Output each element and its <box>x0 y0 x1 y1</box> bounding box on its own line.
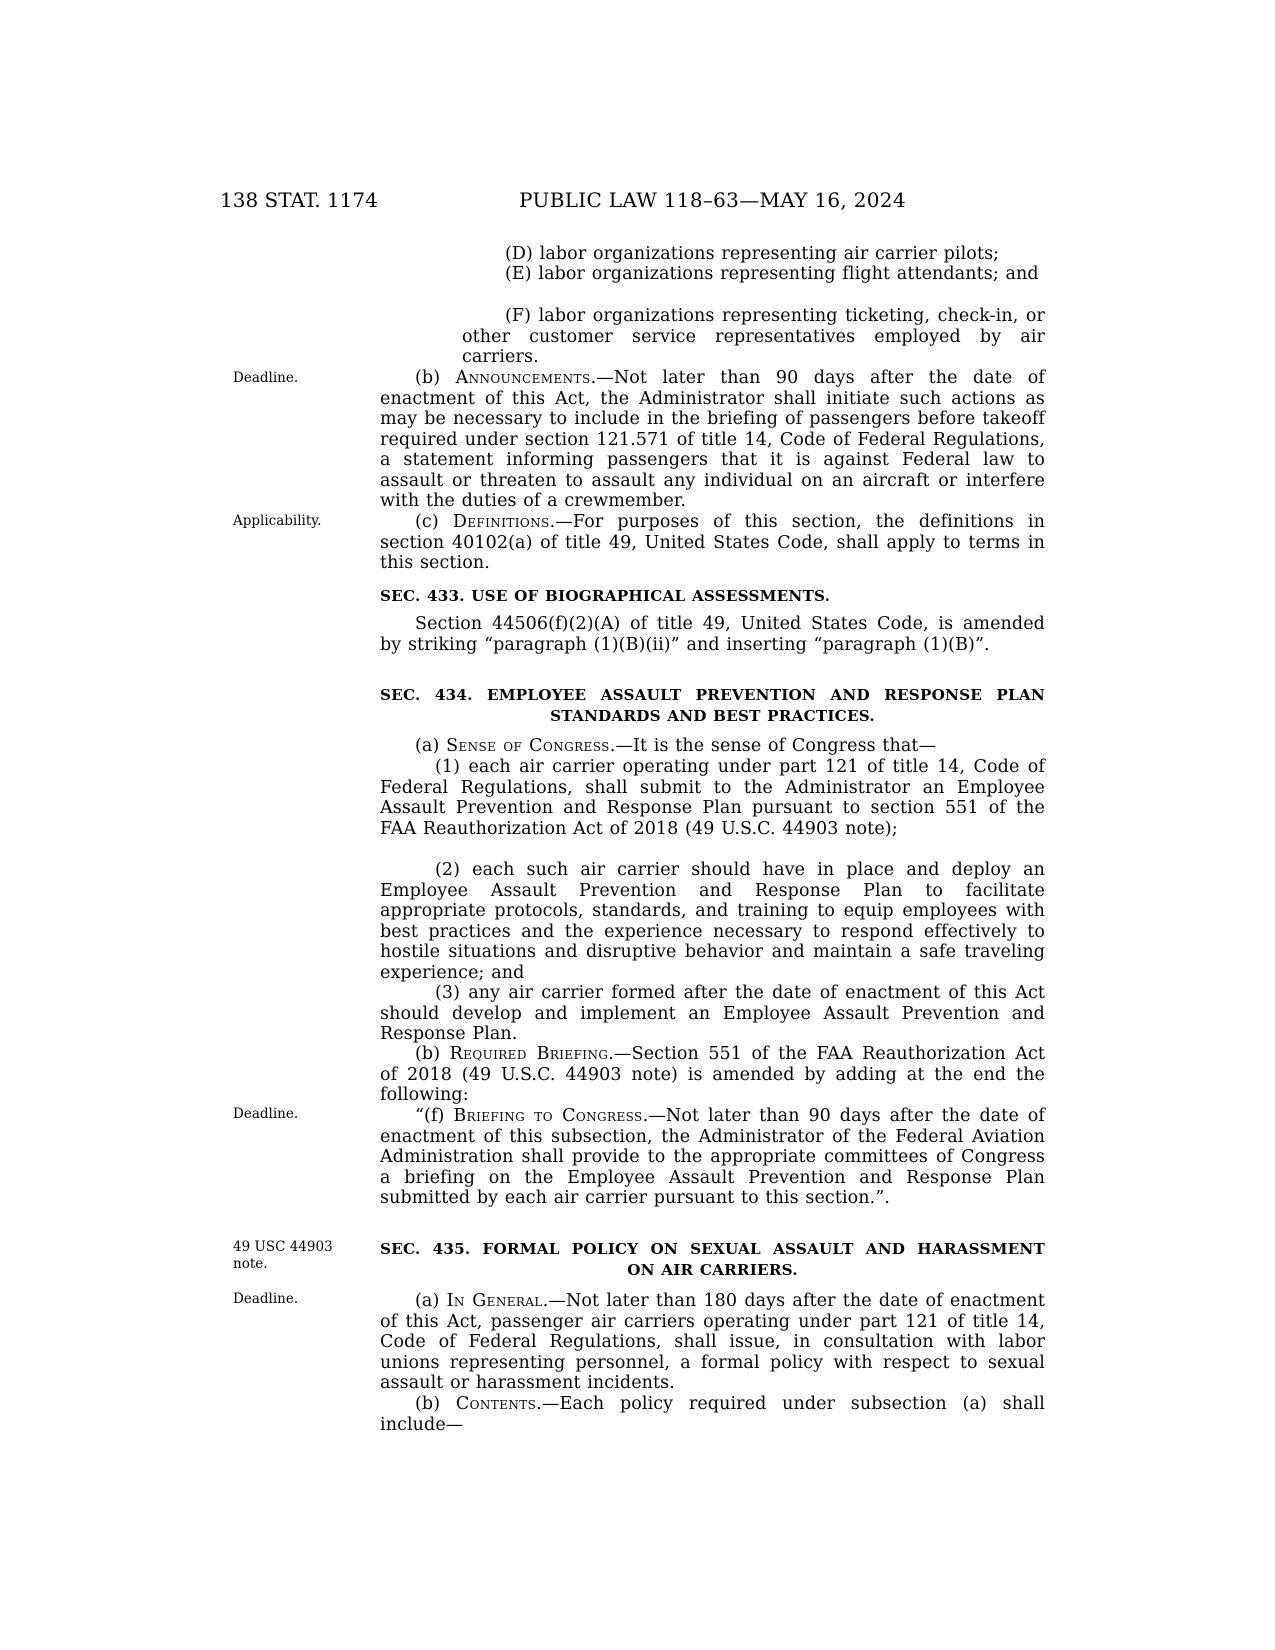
margin-note-deadline-2: Deadline. <box>233 1106 299 1122</box>
sec-434-b-text: .—Section 551 of the FAA Reauthorization Act of 2018 (49 U.S.C. 44903 note) is amended by adding at the end the following: <box>380 1044 1045 1105</box>
margin-note-usc-citation <box>233 1239 365 1273</box>
sec-434-heading-line2: STANDARDS AND BEST PRACTICES. <box>550 707 875 725</box>
sec-435-b-text: .—Each policy required under subsection (a) shall include— <box>380 1394 1045 1435</box>
law-header: PUBLIC LAW 118–63—MAY 16, 2024 <box>519 188 906 212</box>
clause-e-text: (E) labor organizations representing flight attendants; and <box>505 264 1039 284</box>
sec-433-heading: SEC. 433. USE OF BIOGRAPHICAL ASSESSMENTS. <box>380 587 831 605</box>
stat-page-number: 138 STAT. 1174 <box>220 188 378 212</box>
subsection-b-label: Announcements <box>455 368 591 388</box>
subsection-c-number: (c) <box>415 512 453 532</box>
sec-434-a-number: (a) <box>415 736 447 756</box>
sec-434-paragraph-3: (3) any air carrier formed after the date of enactment of this Act should develop and implement an Employee Assault Prevention and Response Plan. <box>380 983 1045 1044</box>
subsection-c-definitions <box>380 512 1045 574</box>
sec-434-f-number: “(f) <box>415 1106 454 1126</box>
sec-434-subsection-a <box>380 736 1045 757</box>
subsection-c-text: .—For purposes of this section, the definitions in section 40102(a) of title 49, United States Code, shall apply to terms in this section. <box>380 512 1045 573</box>
clause-d-text: (D) labor organizations representing air carrier pilots; <box>505 244 1000 264</box>
subsection-b-text: .—Not later than 90 days after the date of enactment of this Act, the Administrator shall initiate such actions as may be necessary to include in the briefing of passengers before takeoff required under section 121.571 of title 14, Code of Federal Regulations, a statement informing passengers that it is against Federal law to assault or threaten to assault any individual on an aircraft or interfere with the duties of a crewmember. <box>380 368 1045 511</box>
sec-434-f-text: .—Not later than 90 days after the date of enactment of this subsection, the Administrator of the Federal Aviation Administration shall provide to the appropriate committees of Congress a briefing on the Employee Assault Prevention and Response Plan submitted by each air carrier pursuant to this section.”. <box>380 1106 1045 1208</box>
sec-435-b-label: Contents <box>455 1394 537 1414</box>
sec-434-f-label: Briefing to Congress <box>453 1106 643 1126</box>
sec-434-a-label: Sense of Congress <box>446 736 610 756</box>
clause-f-text: (F) labor organizations representing ticketing, check-in, or other customer service representatives employed by air carriers. <box>462 306 1045 367</box>
margin-note-usc-line2: note. <box>233 1256 268 1272</box>
sec-434-paragraph-1: (1) each air carrier operating under part 121 of title 14, Code of Federal Regulations, shall submit to the Administrator an Employee Assault Prevention and Response Plan pursuant to section 551 of the FAA Reauthorization Act of 2018 (49 U.S.C. 44903 note); <box>380 757 1045 839</box>
sec-435-a-text: .—Not later than 180 days after the date of enactment of this Act, passenger air carriers operating under part 121 of title 14, Code of Federal Regulations, shall issue, in consultation with labor unions representing personnel, a formal policy with respect to sexual assault or harassment incidents. <box>380 1291 1045 1393</box>
sec-435-subsection-b <box>380 1394 1045 1435</box>
margin-note-deadline-1: Deadline. <box>233 370 299 386</box>
sec-435-a-number: (a) <box>415 1291 447 1311</box>
sec-435-heading <box>380 1239 1045 1281</box>
sec-435-a-label: In General <box>446 1291 543 1311</box>
sec-434-heading <box>380 685 1045 727</box>
subsection-b-announcements <box>380 368 1045 512</box>
sec-435-b-number: (b) <box>415 1394 456 1414</box>
sec-433-body: Section 44506(f)(2)(A) of title 49, United States Code, is amended by striking “paragraph (1)(B)(ii)” and inserting “paragraph (1)(B)”. <box>380 614 1045 655</box>
sec-434-subsection-b <box>380 1044 1045 1106</box>
sec-434-a-text: .—It is the sense of Congress that— <box>609 736 937 756</box>
margin-note-deadline-3: Deadline. <box>233 1291 299 1307</box>
sec-435-heading-line1: SEC. 435. FORMAL POLICY ON SEXUAL ASSAULT AND HARASSMENT <box>380 1240 1045 1258</box>
clause-f <box>462 306 1045 368</box>
margin-note-applicability: Applicability. <box>233 513 322 529</box>
sec-434-heading-line1: SEC. 434. EMPLOYEE ASSAULT PREVENTION AND RESPONSE PLAN <box>380 686 1045 704</box>
sec-435-heading-line2: ON AIR CARRIERS. <box>627 1261 798 1279</box>
clause-e <box>462 264 1045 285</box>
sec-435-subsection-a <box>380 1291 1045 1394</box>
sec-434-b-number: (b) <box>415 1044 450 1064</box>
sec-434-quoted-subsection-f <box>380 1106 1045 1209</box>
sec-434-b-label: Required Briefing <box>449 1044 609 1064</box>
margin-note-usc-line1: 49 USC 44903 <box>233 1239 333 1255</box>
subsection-b-number: (b) <box>415 368 456 388</box>
clause-d <box>462 244 1045 265</box>
subsection-c-label: Definitions <box>452 512 550 532</box>
sec-434-paragraph-2: (2) each such air carrier should have in place and deploy an Employee Assault Prevention and Response Plan to facilitate appropriate protocols, standards, and training to equip employees with best practices and the experience necessary to respond effectively to hostile situations and disruptive behavior and maintain a safe traveling experience; and <box>380 860 1045 983</box>
